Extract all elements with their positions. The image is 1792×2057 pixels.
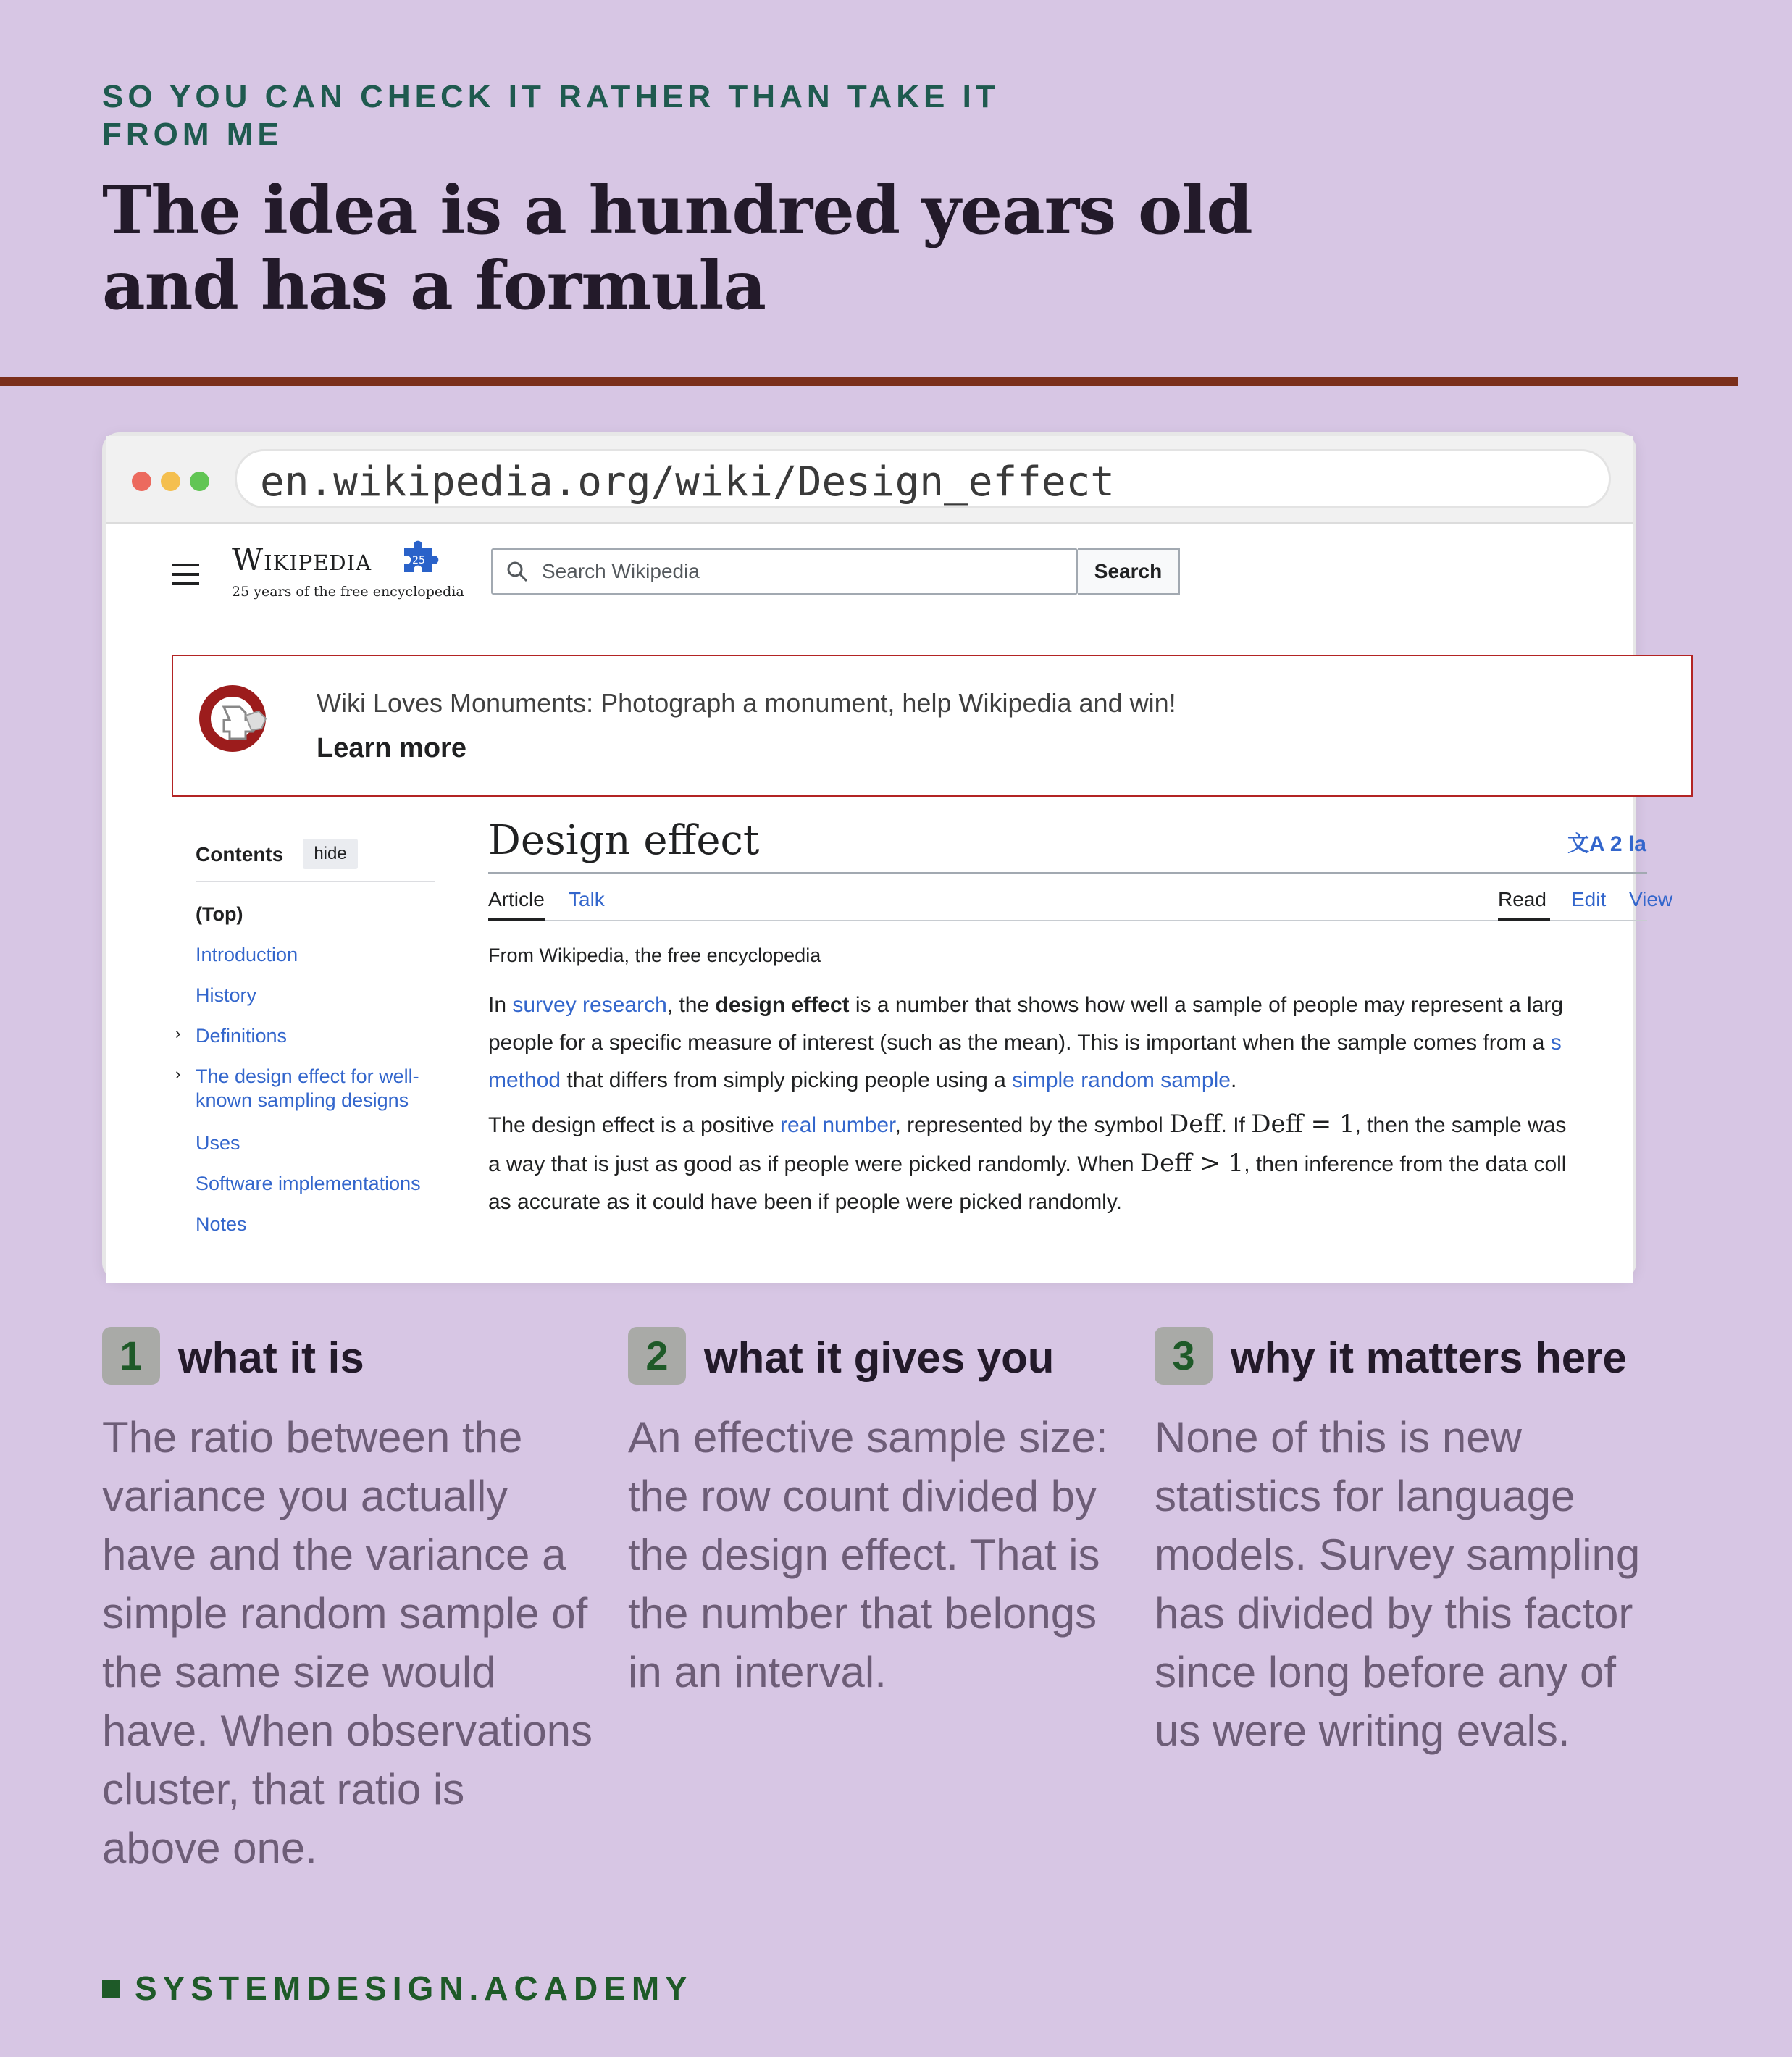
- column-body: The ratio between the variance you actually have and the variance a simple random sample of the same size would have. When observations cluster, that ratio is above one.: [102, 1413, 593, 1872]
- language-count: 2 la: [1609, 832, 1646, 856]
- search-icon: [506, 560, 529, 583]
- wikipedia-page: [106, 524, 1673, 1283]
- browser-toolbar: [106, 436, 1633, 524]
- brand-square-icon: [102, 1980, 120, 1998]
- tab-article-underline: [488, 918, 545, 921]
- search-button[interactable]: Search: [1078, 548, 1180, 595]
- wikipedia-tagline: 25 years of the free encyclopedia: [232, 584, 464, 600]
- toc-item-top[interactable]: (Top): [196, 903, 243, 925]
- url-text: en.wikipedia.org/wiki/Design_effect: [260, 458, 1115, 506]
- tabs-divider: [488, 920, 1647, 921]
- eyebrow: SO YOU CAN CHECK IT RATHER THAN TAKE IT FROM ME: [102, 79, 1000, 152]
- toc-item-notes[interactable]: Notes: [196, 1213, 247, 1235]
- toc-heading: Contents: [196, 843, 284, 866]
- step-number: 2: [628, 1327, 686, 1385]
- article-title: Design effect: [488, 817, 760, 864]
- minimize-window-dot[interactable]: [161, 472, 180, 491]
- tab-talk[interactable]: Talk: [569, 888, 605, 910]
- logo-badge-text: 25: [412, 555, 425, 566]
- title-divider: [488, 872, 1647, 874]
- chevron-right-icon[interactable]: ›: [175, 1065, 181, 1083]
- paragraph-2-line-3: as accurate as it could have been if people were picked randomly.: [488, 1190, 1122, 1214]
- search-input[interactable]: [491, 548, 1078, 595]
- headline-line-2: and has a formula: [102, 246, 766, 324]
- chevron-right-icon[interactable]: ›: [175, 1024, 181, 1042]
- toc-item-introduction[interactable]: Introduction: [196, 944, 298, 965]
- language-selector[interactable]: [1567, 826, 1646, 858]
- toc-item-history[interactable]: History: [196, 984, 257, 1006]
- toc-item-uses[interactable]: Uses: [196, 1132, 240, 1154]
- tab-article[interactable]: Article: [488, 888, 545, 910]
- paragraph-1-line-1: In survey research, the design effect is a number that shows how well a sample of people may represent a larg: [488, 993, 1564, 1017]
- search-placeholder: Search Wikipedia: [542, 560, 700, 582]
- wiki-loves-monuments-logo: [195, 678, 282, 758]
- main-menu-icon[interactable]: [172, 564, 199, 585]
- sampling-method-link[interactable]: s: [1550, 1031, 1562, 1055]
- toc-divider: [196, 881, 435, 882]
- maximize-window-dot[interactable]: [190, 472, 209, 491]
- paragraph-2: [488, 1105, 1792, 1221]
- tab-read-underline: [1498, 918, 1550, 921]
- puzzle-25-icon: [398, 542, 439, 575]
- article-source-note: From Wikipedia, the free encyclopedia: [488, 944, 821, 966]
- toc-hide-button[interactable]: hide: [303, 839, 358, 869]
- sampling-method-link-cont[interactable]: method: [488, 1068, 561, 1092]
- column-body: An effective sample size: the row count divided by the design effect. That is the number that belongs in an interval.: [628, 1413, 1108, 1696]
- column-title: what it is: [178, 1333, 364, 1382]
- paragraph-1-line-3: method that differs from simply picking people using a simple random sample.: [488, 1068, 1237, 1092]
- tab-edit[interactable]: Edit: [1571, 888, 1607, 910]
- step-number: 1: [102, 1327, 160, 1385]
- wikipedia-wordmark[interactable]: Wikipedia: [232, 542, 372, 577]
- paragraph-1: [488, 986, 1792, 1099]
- browser-window: [102, 432, 1673, 1280]
- campaign-banner: [172, 655, 1693, 797]
- tab-view-history[interactable]: View: [1629, 888, 1673, 910]
- toc-item-definitions[interactable]: Definitions: [196, 1025, 288, 1047]
- toc-item-software[interactable]: Software implementations: [196, 1173, 421, 1194]
- translate-icon: 文A: [1567, 832, 1610, 856]
- paragraph-1-line-2: people for a specific measure of interest (such as the mean). This is important when the sample comes from a s: [488, 1031, 1562, 1055]
- real-number-link[interactable]: real number: [780, 1113, 895, 1137]
- column-title: why it matters here: [1231, 1333, 1627, 1382]
- column-body: None of this is new statistics for language models. Survey sampling has divided by this factor since long before any of us were writing evals.: [1155, 1413, 1641, 1755]
- paragraph-2-line-2: a way that is just as good as if people were picked randomly. When Deff > 1, then inference from the data coll: [488, 1149, 1567, 1178]
- learn-more-link[interactable]: Learn more: [317, 733, 466, 763]
- column-title: what it gives you: [704, 1333, 1055, 1382]
- headline: [102, 172, 1261, 323]
- step-number: 3: [1155, 1327, 1213, 1385]
- footer-brand: SYSTEMDESIGN.ACADEMY: [135, 1969, 693, 2007]
- toc-item-sampling-designs[interactable]: The design effect for well-known sampling designs: [196, 1065, 419, 1111]
- survey-research-link[interactable]: survey research: [512, 993, 667, 1017]
- accent-rule: [0, 377, 1738, 386]
- simple-random-sample-link[interactable]: simple random sample: [1012, 1068, 1231, 1092]
- paragraph-2-line-1: The design effect is a positive real number, represented by the symbol Deff. If Deff = 1, then the sample was: [488, 1110, 1567, 1139]
- close-window-dot[interactable]: [132, 472, 151, 491]
- tab-read[interactable]: Read: [1498, 888, 1546, 910]
- address-bar[interactable]: [235, 449, 1611, 508]
- banner-message: Wiki Loves Monuments: Photograph a monument, help Wikipedia and win!: [317, 688, 1176, 718]
- headline-line-1: The idea is a hundred years old: [102, 171, 1252, 249]
